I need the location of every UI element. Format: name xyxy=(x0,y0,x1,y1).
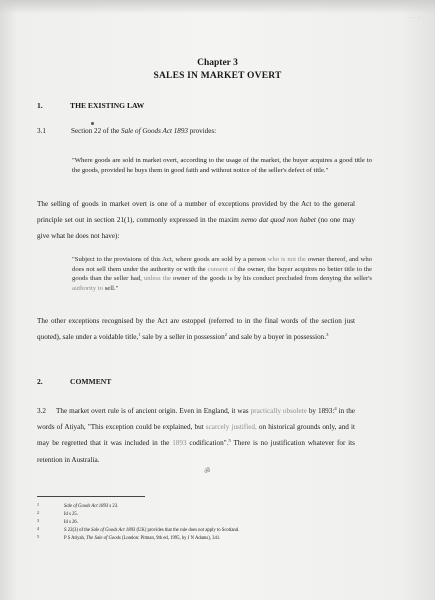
paragraph-text: The other exceptions recognised by the Act are estoppel (referred to in the final words of the section just quoted), sale under a voidable title, xyxy=(37,317,355,342)
paragraph-text-faded: 1893 xyxy=(172,439,187,448)
quote-text: owner of the goods is by his conduct precluded from denying the seller's xyxy=(173,275,372,283)
paragraph-text: and sale by a buyer in possession. xyxy=(227,333,327,342)
section-title: THE EXISTING LAW xyxy=(70,101,145,110)
paragraph-text: provides: xyxy=(187,127,217,135)
footnote-text: Id s 25. xyxy=(64,512,78,517)
footnote-ref[interactable]: 3 xyxy=(326,332,329,338)
quote-text-faded: consent of xyxy=(207,265,236,273)
quote-text-faded: unless the xyxy=(143,275,171,283)
paragraph-3-2 xyxy=(37,403,355,468)
quotation-section-22: "Where goods are sold in market overt, according to the usage of the market, the buyer acquires a good title to the goods, provided he buys them in good faith and without notice of the seller's defect of title." xyxy=(72,157,372,174)
latin-maxim: nemo dat quod non habet xyxy=(241,216,316,225)
paragraph-text: in the words of Atiyah, "This exception could be explained, but xyxy=(37,407,356,432)
footnote-number: 5 xyxy=(37,534,39,539)
paragraph-text: The market overt rule is of ancient origin. Even in England, it was xyxy=(56,407,251,415)
section-heading-comment xyxy=(37,377,111,386)
body-paragraph-nemo-dat xyxy=(37,196,355,245)
footnote-number: 1 xyxy=(37,502,39,507)
footnote-text: P S Atiyah, xyxy=(64,536,87,541)
paragraph-text: Section 22 of the xyxy=(71,127,122,135)
footnote-text: (UK) provides that the rule does not apply to Scotland. xyxy=(135,528,240,533)
footnote-ref[interactable]: 2 xyxy=(224,332,228,338)
footnote-text: s 23. xyxy=(108,504,119,509)
footnote-text: S 22(3) of the xyxy=(64,528,92,533)
section-number: 1. xyxy=(37,101,43,110)
scan-artifact: · · · xyxy=(408,16,421,21)
footnote-ref[interactable]: 4 xyxy=(334,406,337,411)
footnote-4 xyxy=(37,526,357,534)
footnote-separator xyxy=(37,496,145,497)
section-title: COMMENT xyxy=(70,377,112,386)
paragraph-text: sale by a seller in possession xyxy=(140,333,225,342)
chapter-number: Chapter 3 xyxy=(197,58,238,68)
quote-text: sell." xyxy=(104,284,119,292)
footnote-text: The Sale of Goods xyxy=(86,536,121,541)
quote-text-faded: authority to xyxy=(72,284,104,292)
footnote-5 xyxy=(37,534,357,542)
footnote-2 xyxy=(37,510,357,518)
pen-mark xyxy=(91,122,94,125)
paragraph-text-faded: practically obsolete xyxy=(250,407,307,415)
paragraph-text-faded: scarcely justified, xyxy=(205,423,257,432)
footnote-ref[interactable]: 1 xyxy=(138,332,141,338)
quotation-section-21 xyxy=(72,255,372,293)
footnote-ref[interactable]: 5 xyxy=(228,438,231,444)
footnote-text: Sale of Goods Act 1893 xyxy=(91,528,136,533)
paragraph-text: The selling of goods in market overt is one of a number of exceptions provided by the Act to the general principle set out in section 21(1), commonly expressed in the maxim xyxy=(37,200,355,225)
footnote-number: 3 xyxy=(37,518,39,523)
quote-text: the owner, the buyer acquires no better title to the goods than the seller had, xyxy=(72,265,372,283)
paragraph-text: on historical grounds only, and it may be regretted that it was included in the xyxy=(37,423,356,448)
footnote-text: Id s 26. xyxy=(64,520,78,525)
paragraph-text: There is no justification whatever for its retention in Australia. xyxy=(37,439,355,464)
section-number: 2. xyxy=(37,377,43,386)
paragraph-number: 3.2 xyxy=(37,407,46,415)
body-paragraph-other-exceptions xyxy=(37,313,355,345)
footnote-1 xyxy=(37,502,357,510)
paragraph-text: (no one may give what he does not have): xyxy=(37,216,355,241)
footnote-number: 2 xyxy=(37,510,39,515)
quote-text: owner thereof, and who does not sell them under the authority or with the xyxy=(72,256,373,273)
paragraph-text: by 1893: xyxy=(308,407,335,415)
scan-smudge: ॐ xyxy=(204,467,211,475)
paragraph-number: 3.1 xyxy=(37,127,46,135)
footnote-number: 4 xyxy=(37,526,39,531)
quote-text: "Subject to the provisions of this Act, where goods are sold by a person xyxy=(72,256,268,263)
scan-shadow xyxy=(0,0,435,14)
paragraph-text: codification". xyxy=(189,439,229,448)
footnote-text: (London: Pitman, 9th ed, 1995, by J N Adams), 341. xyxy=(120,536,221,541)
paragraph-3-1 xyxy=(37,126,417,137)
section-heading-existing-law xyxy=(37,101,144,110)
chapter-title: SALES IN MARKET OVERT xyxy=(153,71,282,81)
footnote-3 xyxy=(37,518,357,526)
act-name: Sale of Goods Act 1893 xyxy=(121,127,188,135)
footnote-text: Sale of Goods Act 1893 xyxy=(64,504,109,509)
quote-text-faded: who is not the xyxy=(267,256,306,263)
